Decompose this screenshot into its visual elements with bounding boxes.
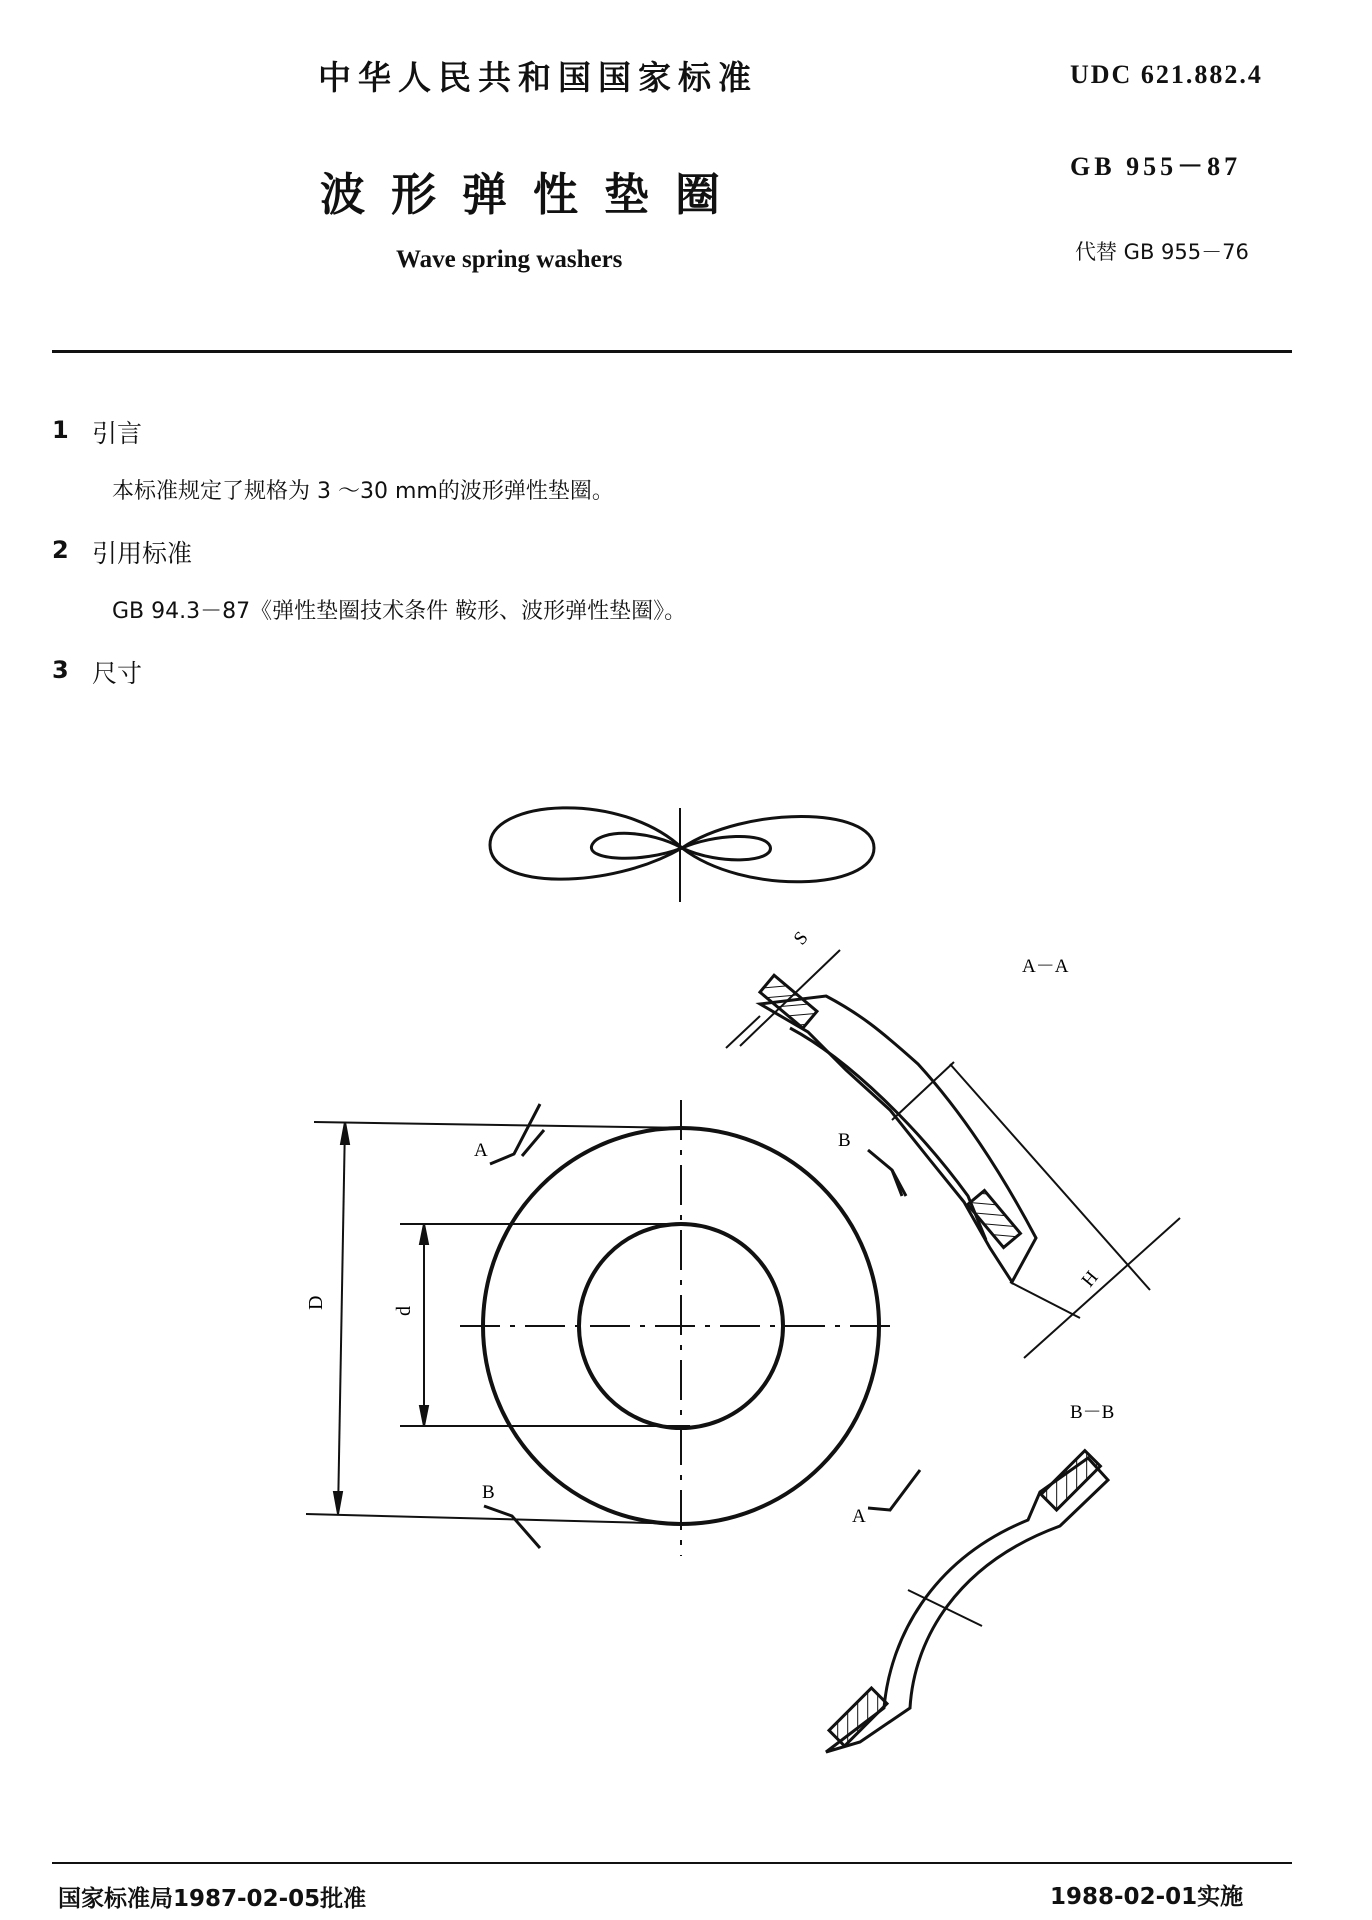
marker-A-top: A [474, 1140, 488, 1161]
gb-number: GB 955－87 [1070, 152, 1242, 181]
section-1-text: 本标准规定了规格为 3 ～30 mm的波形弹性垫圈。 [112, 479, 614, 504]
replaces-standard: 代替 GB 955－76 [1075, 240, 1249, 264]
label-S: S [789, 927, 813, 950]
marker-B-bottom: B [482, 1482, 495, 1503]
approval-date: 国家标准局1987-02-05批准 [58, 1886, 367, 1912]
section-bb-drawing [826, 1451, 1108, 1752]
section-2-text: GB 94.3－87《弹性垫圈技术条件 鞍形、波形弹性垫圈》。 [112, 599, 687, 624]
label-section-bb: B－B [1070, 1402, 1115, 1423]
section-aa-drawing [726, 950, 1180, 1358]
label-section-aa: A－A [1022, 956, 1069, 977]
document-title-english: Wave spring washers [396, 246, 623, 273]
section-3-number: 3 [52, 656, 69, 684]
label-D: D [305, 1295, 327, 1310]
section-2-number: 2 [52, 536, 69, 564]
section-1-number: 1 [52, 416, 69, 444]
marker-A-bottom: A [852, 1506, 866, 1527]
effective-date: 1988-02-01实施 [1050, 1884, 1244, 1910]
footer-rule [52, 1862, 1292, 1864]
section-2-title: 引用标准 [92, 539, 193, 568]
label-d: d [393, 1306, 415, 1316]
section-3-title: 尺寸 [92, 659, 143, 688]
marker-B-top: B [838, 1130, 851, 1151]
document-title: 波形弹性垫圈 [320, 168, 747, 221]
label-H: H [1077, 1267, 1103, 1292]
standard-organization: 中华人民共和国国家标准 [318, 58, 758, 97]
washer-side-view [490, 808, 874, 902]
section-1-title: 引言 [92, 419, 143, 448]
washer-top-view [460, 1100, 900, 1556]
dimension-D [306, 1122, 690, 1524]
udc-code: UDC 621.882.4 [1070, 60, 1263, 89]
